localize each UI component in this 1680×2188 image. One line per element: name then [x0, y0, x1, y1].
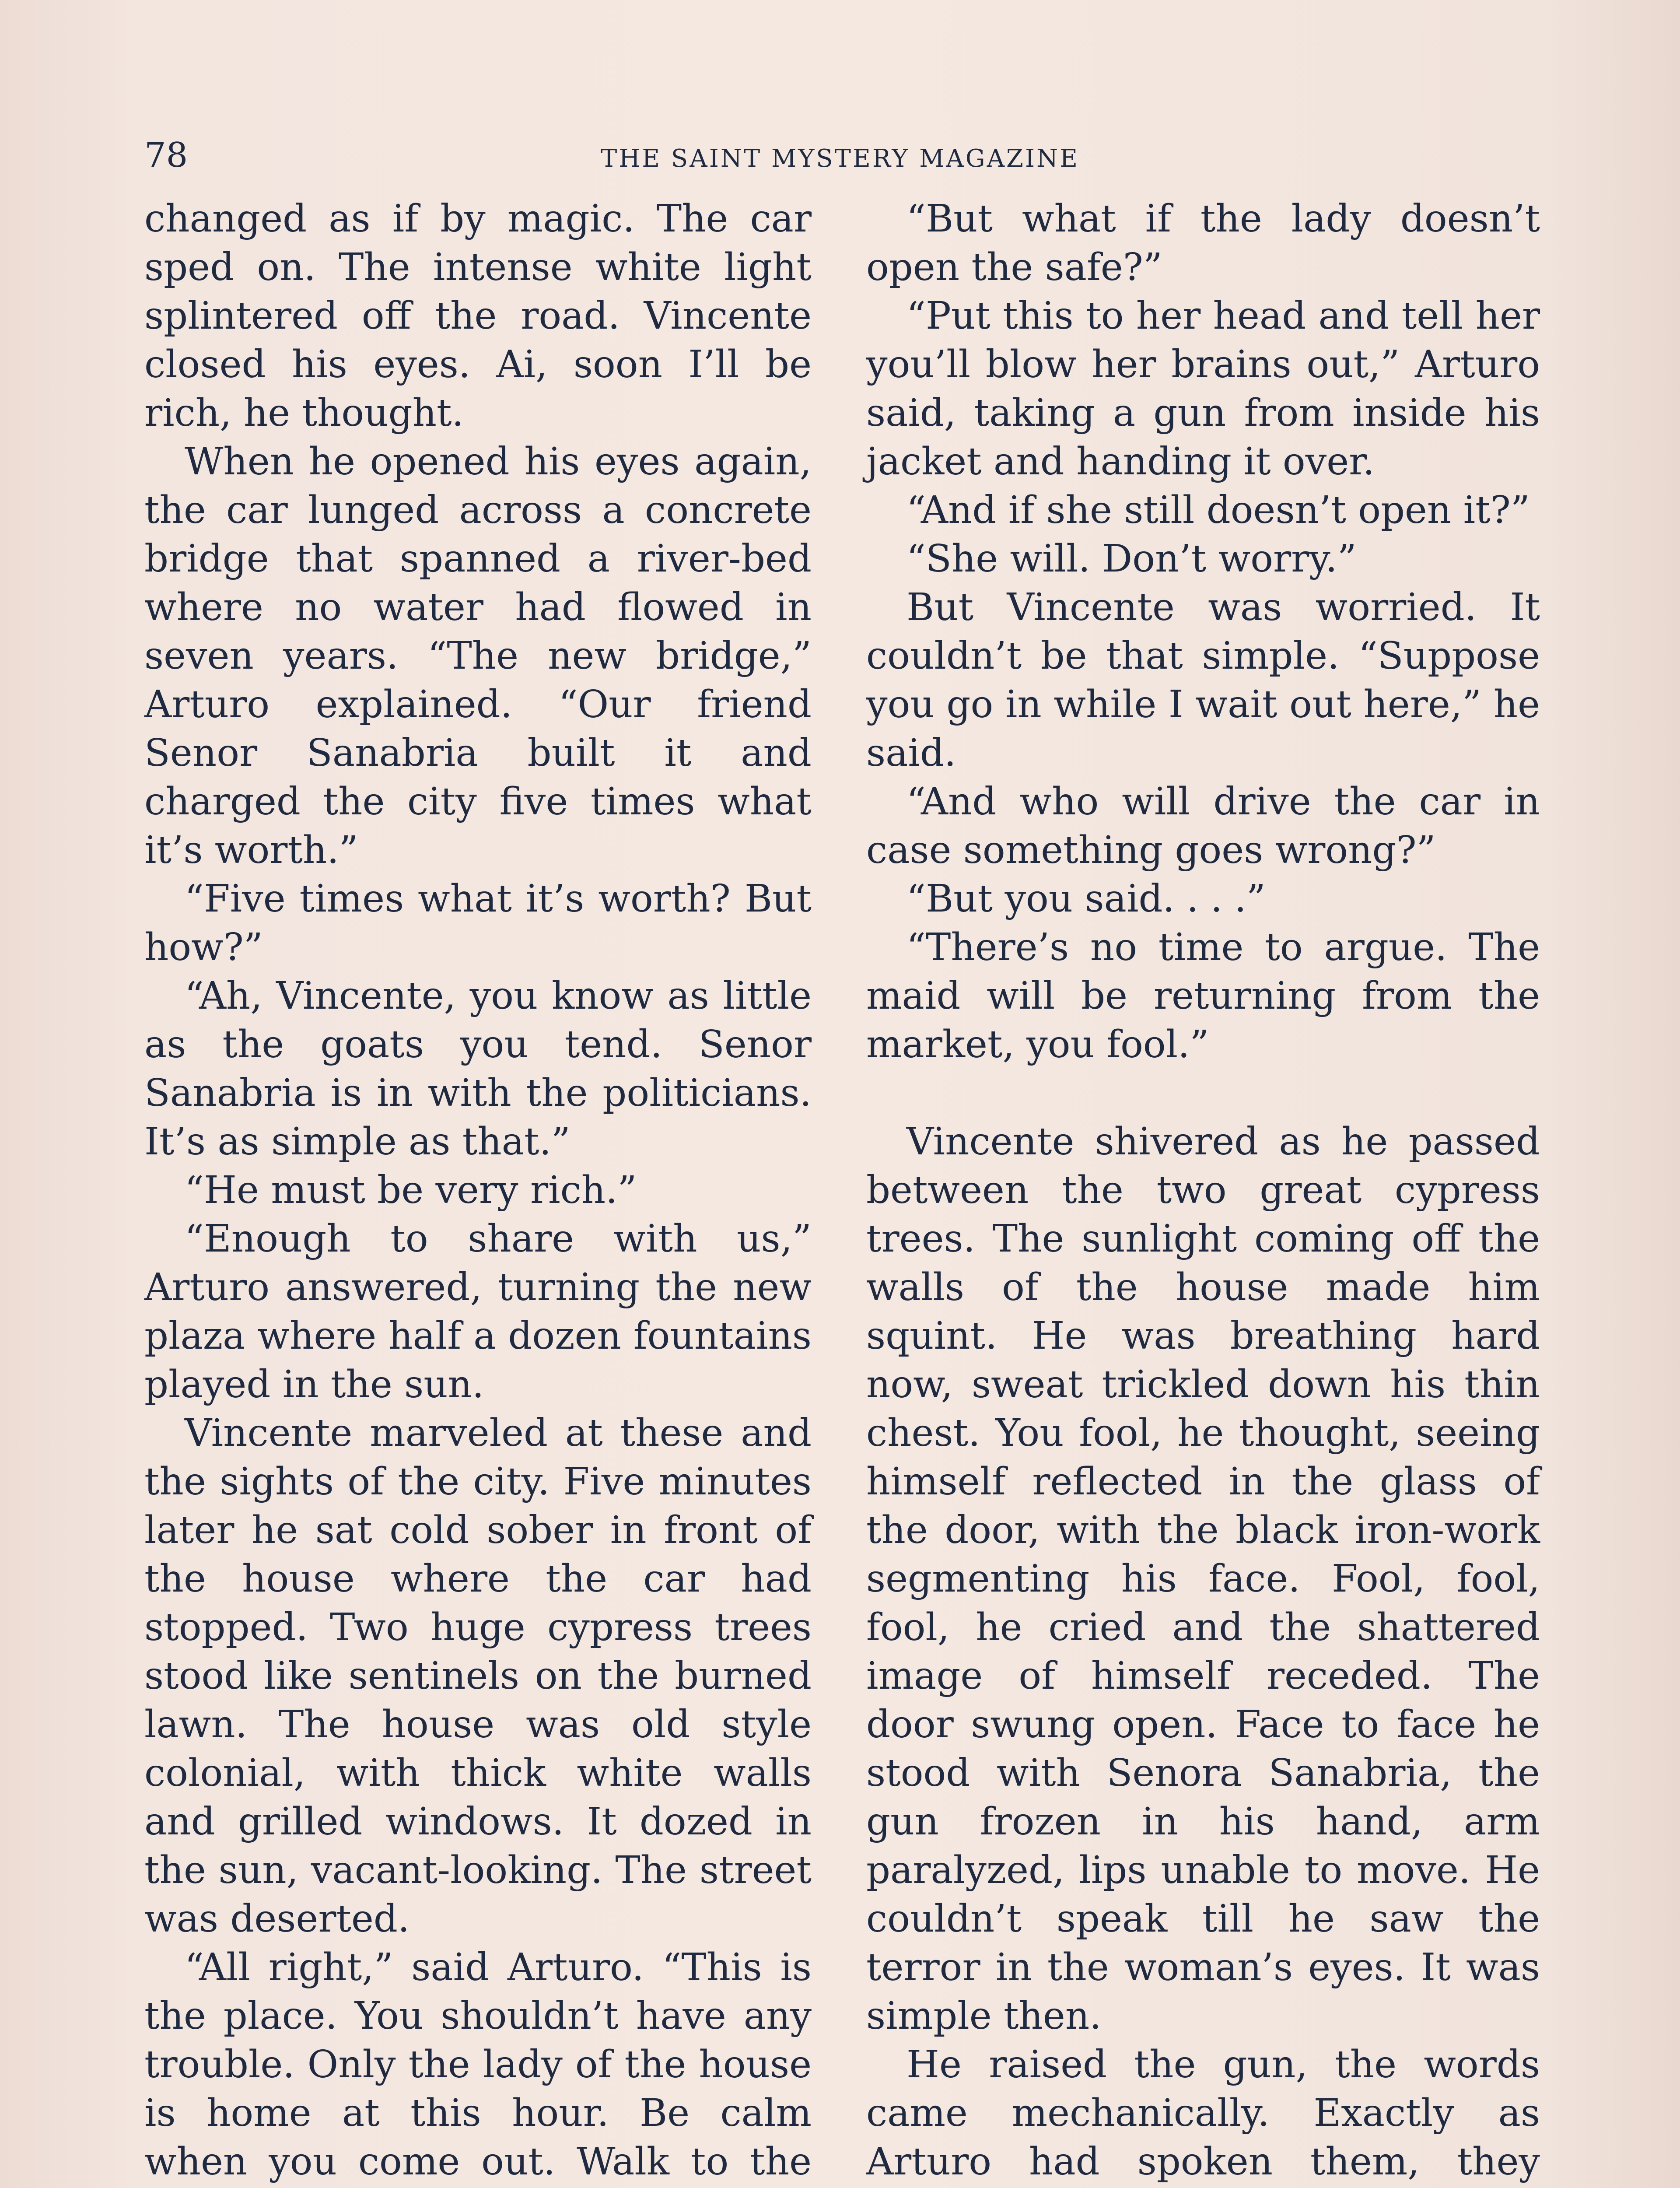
- paragraph: “Enough to share with us,” Arturo answered, turning the new plaza where half a dozen fountains played in the sun.: [144, 1217, 812, 1406]
- paragraph: “And who will drive the car in case something goes wrong?”: [866, 780, 1540, 872]
- right-column: [866, 195, 1540, 2188]
- left-column: [144, 195, 812, 2188]
- page-number: 78: [144, 136, 188, 175]
- paragraph: “Five times what it’s worth? But how?”: [144, 877, 812, 969]
- paragraph: But Vincente was worried. It couldn’t be that simple. “Suppose you go in while I wait out here,” he said.: [866, 586, 1540, 775]
- paragraph: “Ah, Vincente, you know as little as the goats you tend. Senor Sanabria is in with the politicians. It’s as simple as that.”: [144, 974, 812, 1164]
- paragraph: “But you said. . . .”: [906, 877, 1266, 921]
- paragraph: “But what if the lady doesn’t open the safe?”: [866, 197, 1540, 289]
- paragraph: He raised the gun, the words came mechanically. Exactly as Arturo had spoken them, they: [866, 2043, 1540, 2184]
- paragraph: “And if she still doesn’t open it?”: [906, 488, 1530, 532]
- paragraph: “There’s no time to argue. The maid will be returning from the market, you fool.”: [866, 926, 1540, 1066]
- section-break: [866, 1069, 1540, 1118]
- paragraph: “Put this to her head and tell her you’ll blow her brains out,” Arturo said, taking a gun from inside his jacket and handing it over.: [866, 294, 1540, 484]
- paragraph: “She will. Don’t worry.”: [906, 537, 1357, 581]
- paragraph: Vincente shivered as he passed between the two great cypress trees. The sunlight coming off the walls of the house made him squint. He was breathing hard now, sweat trickled down his thin chest. You fool, he thought, seeing himself reflected in the glass of the door, with the black iron-work segmenting his face. Fool, fool, fool, he cried and the shattered image of himself receded. The door swung open. Face to face he stood with Senora Sanabria, the gun frozen in his hand, arm paralyzed, lips unable to move. He couldn’t speak till he saw the terror in the woman’s eyes. It was simple then.: [866, 1120, 1540, 2038]
- running-head: THE SAINT MYSTERY MAGAZINE: [601, 144, 1079, 173]
- paragraph: Vincente marveled at these and the sights of the city. Five minutes later he sat cold sober in front of the house where the car had stopped. Two huge cypress trees stood like sentinels on the burned lawn. The house was old style colonial, with thick white walls and grilled windows. It dozed in the sun, vacant-looking. The street was deserted.: [144, 1411, 812, 1941]
- page-header: [144, 131, 1536, 179]
- paragraph: changed as if by magic. The car sped on. The intense white light splintered off the road. Vincente closed his eyes. Ai, soon I’ll be rich, he thought.: [144, 197, 812, 435]
- paragraph: When he opened his eyes again, the car lunged across a concrete bridge that spanned a river-bed where no water had flowed in seven years. “The new bridge,” Arturo explained. “Our friend Senor Sanabria built it and charged the city five times what it’s worth.”: [144, 440, 812, 872]
- paragraph: “All right,” said Arturo. “This is the place. You shouldn’t have any trouble. Only the lady of the house is home at this hour. Be calm when you come out. Walk to the: [144, 1946, 812, 2184]
- paragraph: “He must be very rich.”: [185, 1168, 637, 1212]
